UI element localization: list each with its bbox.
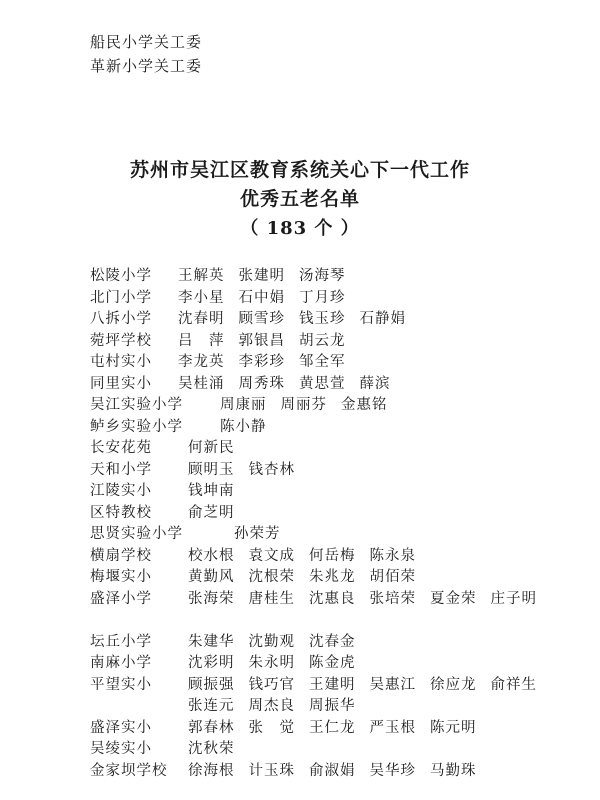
honoree-name: 陈元明: [430, 719, 477, 736]
honoree-name: 丁月珍: [299, 289, 346, 306]
list-row: [90, 503, 590, 525]
honoree-names: [188, 675, 590, 718]
honoree-name: 周康丽: [220, 397, 267, 413]
honoree-name: 郭春林: [188, 719, 235, 736]
honoree-name: 俞淑娟: [309, 762, 356, 779]
honoree-name: 唐桂生: [248, 590, 295, 607]
honoree-names: [178, 331, 590, 353]
honoree-name: 顾明玉: [188, 461, 235, 478]
school-name: 鲈乡实验小学: [90, 418, 183, 435]
school-name: 金家坝学校: [90, 762, 168, 779]
honoree-names: [234, 524, 590, 546]
honoree-name: 周秀珠: [238, 375, 285, 392]
honoree-name: 王建明: [309, 676, 356, 693]
list-row: [90, 739, 590, 761]
list-row: [90, 524, 590, 546]
list-row: [90, 266, 590, 288]
honoree-names: [220, 417, 590, 439]
school-name: 南麻小学: [90, 655, 152, 671]
honoree-names: [188, 632, 590, 654]
honoree-names: [188, 438, 590, 460]
honoree-name: 胡云龙: [299, 332, 346, 349]
honoree-name: 金惠铭: [341, 397, 388, 413]
school-name: 北门小学: [90, 289, 152, 306]
list-row: [90, 288, 590, 310]
school-name: 松陵小学: [90, 268, 152, 284]
honoree-name: 沈春明: [178, 311, 225, 327]
honoree-names: [178, 266, 590, 288]
honoree-name: 沈春金: [309, 633, 356, 650]
list-row: [90, 395, 590, 417]
list-row: [90, 718, 590, 740]
school-name: 吴绫实小: [90, 741, 152, 757]
honoree-name: 石中娟: [238, 289, 285, 306]
honoree-name: 邹全军: [299, 354, 346, 370]
honoree-names: [188, 546, 590, 568]
honoree-name: 周杰良: [248, 698, 295, 714]
school-name: 盛泽小学: [90, 590, 152, 607]
honoree-name: 钱玉珍: [299, 311, 346, 327]
honoree-name: 汤海琴: [299, 268, 346, 284]
school-name: 盛泽实小: [90, 719, 152, 736]
honoree-name: 沈惠良: [309, 590, 356, 607]
honoree-name: 顾雪珍: [238, 311, 285, 327]
school-name: 吴江实验小学: [90, 397, 183, 413]
header-lines: [90, 30, 202, 78]
school-name: 梅堰实小: [90, 569, 152, 585]
school-name: 区特教校: [90, 504, 152, 521]
school-name: 坛丘小学: [90, 633, 152, 650]
honoree-names: [188, 503, 590, 525]
honoree-name: 朱兆龙: [309, 569, 356, 585]
honoree-name: 孙荣芳: [234, 526, 281, 542]
honoree-name: 李小星: [178, 289, 225, 306]
honoree-name: 张培荣: [369, 590, 416, 607]
list-row: [90, 352, 590, 374]
list-row: [90, 331, 590, 353]
honoree-names: [188, 460, 590, 482]
honoree-name: 钱坤南: [188, 483, 235, 499]
list-row: [90, 589, 590, 632]
honoree-names: [178, 288, 590, 310]
honoree-list: [90, 266, 590, 782]
honoree-name: 朱建华: [188, 633, 235, 650]
list-row: [90, 632, 590, 654]
honoree-name: 沈秋荣: [188, 741, 235, 757]
school-name: 长安花苑: [90, 440, 152, 456]
honoree-name: 张建明: [238, 268, 285, 284]
list-row: [90, 374, 590, 396]
honoree-name: 张 觉: [248, 719, 295, 736]
honoree-name: 严玉根: [369, 719, 416, 736]
honoree-name: 何新民: [188, 440, 235, 456]
honoree-name: 袁文成: [248, 547, 295, 564]
honoree-name: 郭银昌: [238, 332, 285, 349]
document-count: （ 183 个 ）: [240, 218, 360, 239]
honoree-names: [188, 653, 590, 675]
honoree-name: 周振华: [309, 698, 356, 714]
honoree-name: 王解英: [178, 268, 225, 284]
honoree-name: 吕 萍: [178, 332, 225, 349]
honoree-name: 陈永泉: [369, 547, 416, 564]
honoree-name: 徐海根: [188, 762, 235, 779]
school-name: 横扇学校: [90, 547, 152, 564]
school-name: 平望实小: [90, 676, 152, 693]
honoree-names: [188, 718, 590, 740]
honoree-name: 朱永明: [248, 655, 295, 671]
honoree-name: 庄子明: [490, 590, 537, 607]
honoree-name: 钱杏林: [248, 461, 295, 478]
honoree-name: 石静娟: [359, 311, 406, 327]
list-row: [90, 675, 590, 718]
list-row: [90, 460, 590, 482]
honoree-name: 钱巧官: [248, 676, 295, 693]
honoree-name: 张连元: [188, 698, 235, 714]
list-row: [90, 438, 590, 460]
honoree-name: 沈彩明: [188, 655, 235, 671]
list-row: [90, 417, 590, 439]
header-line-1: 船民小学关工委: [90, 33, 203, 51]
school-name: 菀坪学校: [90, 332, 152, 349]
honoree-name: 王仁龙: [309, 719, 356, 736]
honoree-names: [188, 761, 590, 783]
honoree-names: [188, 567, 590, 589]
honoree-name: 张海荣: [188, 590, 235, 607]
document-subtitle: 优秀五老名单: [239, 188, 360, 210]
title-block: [0, 156, 600, 244]
honoree-name: 吴华珍: [369, 762, 416, 779]
honoree-name: 马勤珠: [430, 762, 477, 779]
school-name: 江陵实小: [90, 483, 152, 499]
honoree-names: [178, 374, 590, 396]
honoree-name: 胡佰荣: [369, 569, 416, 585]
honoree-name: 顾振强: [188, 676, 235, 693]
honoree-names: [188, 739, 590, 761]
school-name: 天和小学: [90, 461, 152, 478]
honoree-name: 计玉珠: [248, 762, 295, 779]
honoree-name: 俞祥生: [490, 676, 537, 693]
school-name: 八拆小学: [90, 311, 152, 327]
honoree-name: 吴惠江: [369, 676, 416, 693]
list-row: [90, 653, 590, 675]
list-row: [90, 309, 590, 331]
honoree-name: 黄勤风: [188, 569, 235, 585]
honoree-names: [178, 352, 590, 374]
honoree-name: 吴桂涌: [178, 375, 225, 392]
honoree-name: 何岳梅: [309, 547, 356, 564]
honoree-name: 沈根荣: [248, 569, 295, 585]
list-row: [90, 546, 590, 568]
header-line-2: 革新小学关工委: [90, 57, 203, 75]
honoree-names: [188, 481, 590, 503]
document-title: 苏州市吴江区教育系统关心下一代工作: [129, 159, 470, 181]
honoree-name: 李龙英: [178, 354, 225, 370]
honoree-name: 周丽芬: [280, 397, 327, 413]
honoree-names: [220, 395, 590, 417]
list-row: [90, 481, 590, 503]
honoree-name: 徐应龙: [430, 676, 477, 693]
list-row: [90, 567, 590, 589]
list-row: [90, 761, 590, 783]
honoree-name: 李彩珍: [238, 354, 285, 370]
honoree-name: 陈金虎: [309, 655, 356, 671]
honoree-name: 薛滨: [359, 375, 391, 392]
school-name: 思贤实验小学: [90, 526, 183, 542]
honoree-name: 校水根: [188, 547, 235, 564]
school-name: 屯村实小: [90, 354, 152, 370]
honoree-name: 黄思萱: [299, 375, 346, 392]
honoree-names: [188, 589, 590, 611]
honoree-name: 沈勤观: [248, 633, 295, 650]
school-name: 同里实小: [90, 375, 152, 392]
honoree-name: 夏金荣: [430, 590, 477, 607]
honoree-names: [178, 309, 590, 331]
honoree-name: 陈小静: [220, 418, 267, 435]
honoree-name: 俞芝明: [188, 504, 235, 521]
